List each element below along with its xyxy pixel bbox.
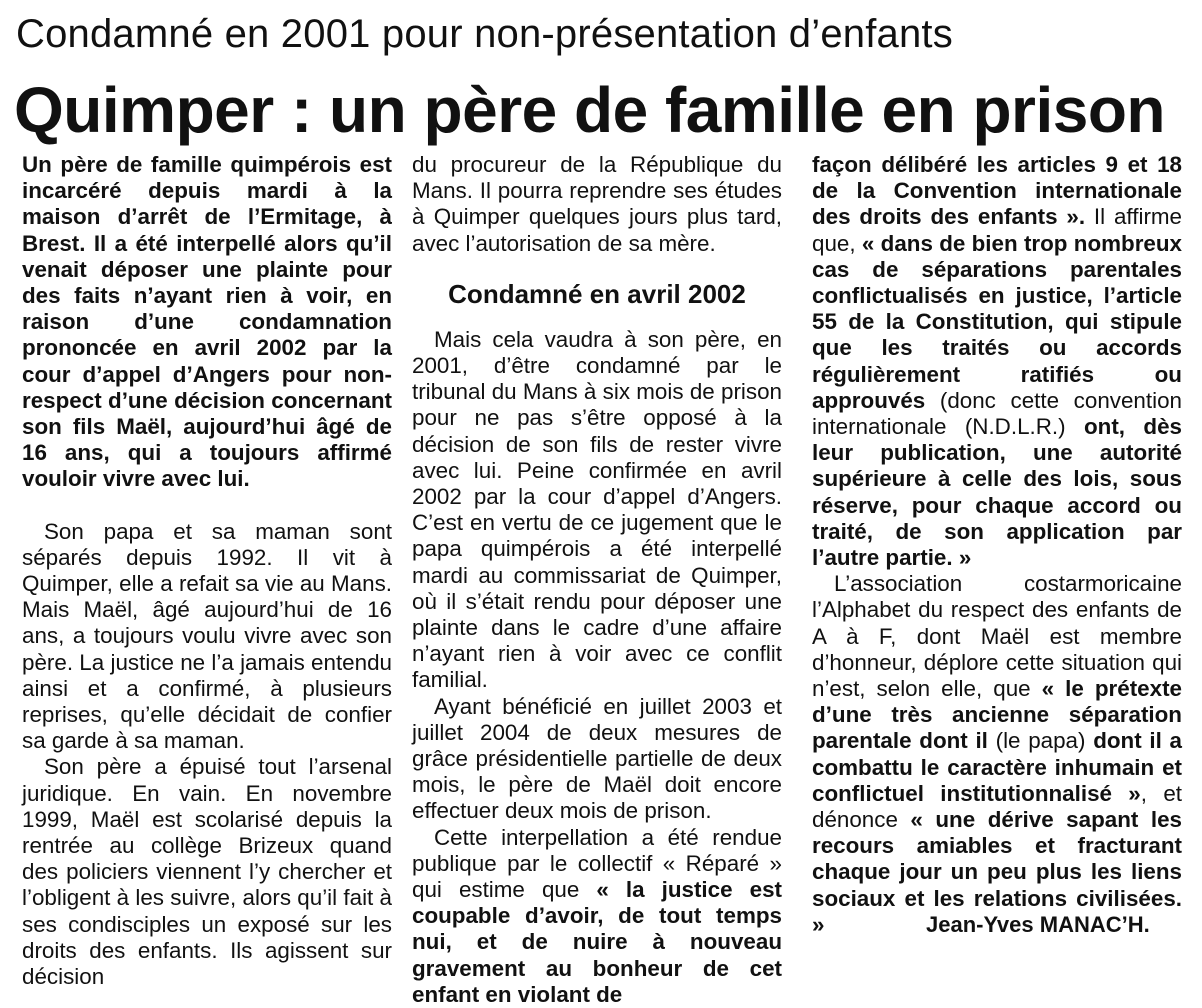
- text-run: Il affirme que,: [812, 204, 1183, 256]
- text-run: Cette interpellation a été rendue publique par le collectif « Réparé » qui estime que: [412, 824, 782, 903]
- paragraph: [412, 825, 782, 1008]
- paragraph: Ayant bénéficié en juillet 2003 et juillet 2004 de deux mesures de grâce présidentielle partielle de deux mois, le père de Maël doit encore effectuer deux mois de prison.: [412, 693, 782, 824]
- paragraph: [812, 571, 1182, 938]
- column-1: [22, 152, 392, 990]
- quote: ont, dès leur publication, une autorité supérieure à celle des lois, sous réserve, pour chaque accord ou traité, de son application par l’autre partie. »: [812, 414, 1182, 571]
- quote: « dans de bien trop nombreux cas de séparations parentales conflictualisés en justice, l’article 55 de la Constitution, qui stipule que les traités ou accords régulièrement ratifiés ou approuvés: [812, 230, 1183, 413]
- column-2: [412, 152, 782, 1008]
- paragraph: [812, 152, 1182, 571]
- quote: « la justice est coupable d’avoir, de tout temps nui, et de nuire à nouveau gravement au bonheur de cet enfant en violant de: [412, 877, 782, 1007]
- article-headline: Quimper : un père de famille en prison: [14, 74, 1165, 146]
- article-kicker: Condamné en 2001 pour non-présentation d’enfants: [16, 12, 953, 56]
- paragraph: Son papa et sa maman sont séparés depuis 1992. Il vit à Quimper, elle a refait sa vie au Mans. Mais Maël, âgé aujourd’hui de 16 ans, a toujours voulu vivre avec son père. La justice ne l’a jamais entendu ainsi et a confirmé, à plusieurs reprises, qu’elle décidait de confier sa garde à sa maman.: [22, 518, 392, 754]
- article-chapo: Un père de famille quimpérois est incarcéré depuis mardi à la maison d’arrêt de l’Ermitage, à Brest. Il a été interpellé alors qu’il venait déposer une plainte pour des faits n’ayant rien à voir, en raison d’une condamnation prononcée en avril 2002 par la cour d’appel d’Angers pour non-respect d’une décision concernant son fils Maël, aujourd’hui âgé de 16 ans, qui a toujours affirmé vouloir vivre avec lui.: [22, 152, 392, 492]
- text-run: (donc cette convention internationale (N.D.L.R.): [812, 387, 1182, 440]
- quote: « le prétexte d’une très ancienne séparation parentale dont il: [812, 676, 1182, 754]
- quote: « une dérive sapant les recours amiables et fracturant chaque jour un peu plus les liens sociaux et les relations civilisées. »: [812, 807, 1182, 937]
- author-signature: Jean-Yves MANAC’H.: [926, 912, 1150, 937]
- paragraph: du procureur de la République du Mans. Il pourra reprendre ses études à Quimper quelques jours plus tard, avec l’autorisation de sa mère.: [412, 152, 782, 256]
- text-run: (le papa): [987, 728, 1094, 754]
- text-run: , et dénonce: [812, 780, 1182, 833]
- paragraph: Son père a épuisé tout l’arsenal juridique. En vain. En novembre 1999, Maël est scolarisé depuis la rentrée au collège Brizeux quand des policiers viennent l’y chercher et l’obligent à les suivre, alors qu’il fait à ses condisciples un exposé sur les droits des enfants. Ils agissent sur décision: [22, 754, 392, 990]
- quote: façon délibéré les articles 9 et 18 de la Convention internationale des droits des enfants ».: [812, 152, 1182, 230]
- text-run: L’association costarmoricaine l’Alphabet du respect des enfants de A à F, dont Maël est membre d’honneur, déplore cette situation qui n’est, selon elle, que: [812, 571, 1182, 702]
- spacer: [22, 493, 392, 519]
- section-subhead: Condamné en avril 2002: [448, 278, 746, 309]
- quote: dont il a combattu le caractère inhumain et conflictuel institutionnalisé »: [812, 728, 1182, 806]
- column-3: [812, 152, 1182, 938]
- paragraph: Mais cela vaudra à son père, en 2001, d’être condamné par le tribunal du Mans à six mois de prison pour ne pas s’être opposé à la décision de son fils de rester vivre avec lui. Peine confirmée en avril 2002 par la cour d’appel d’Angers. C’est en vertu de ce jugement que le papa quimpérois a été interpellé mardi au commissariat de Quimper, où il s’était rendu pour déposer une plainte dans le cadre d’une affaire n’ayant rien à voir avec ce conflit familial.: [412, 326, 782, 693]
